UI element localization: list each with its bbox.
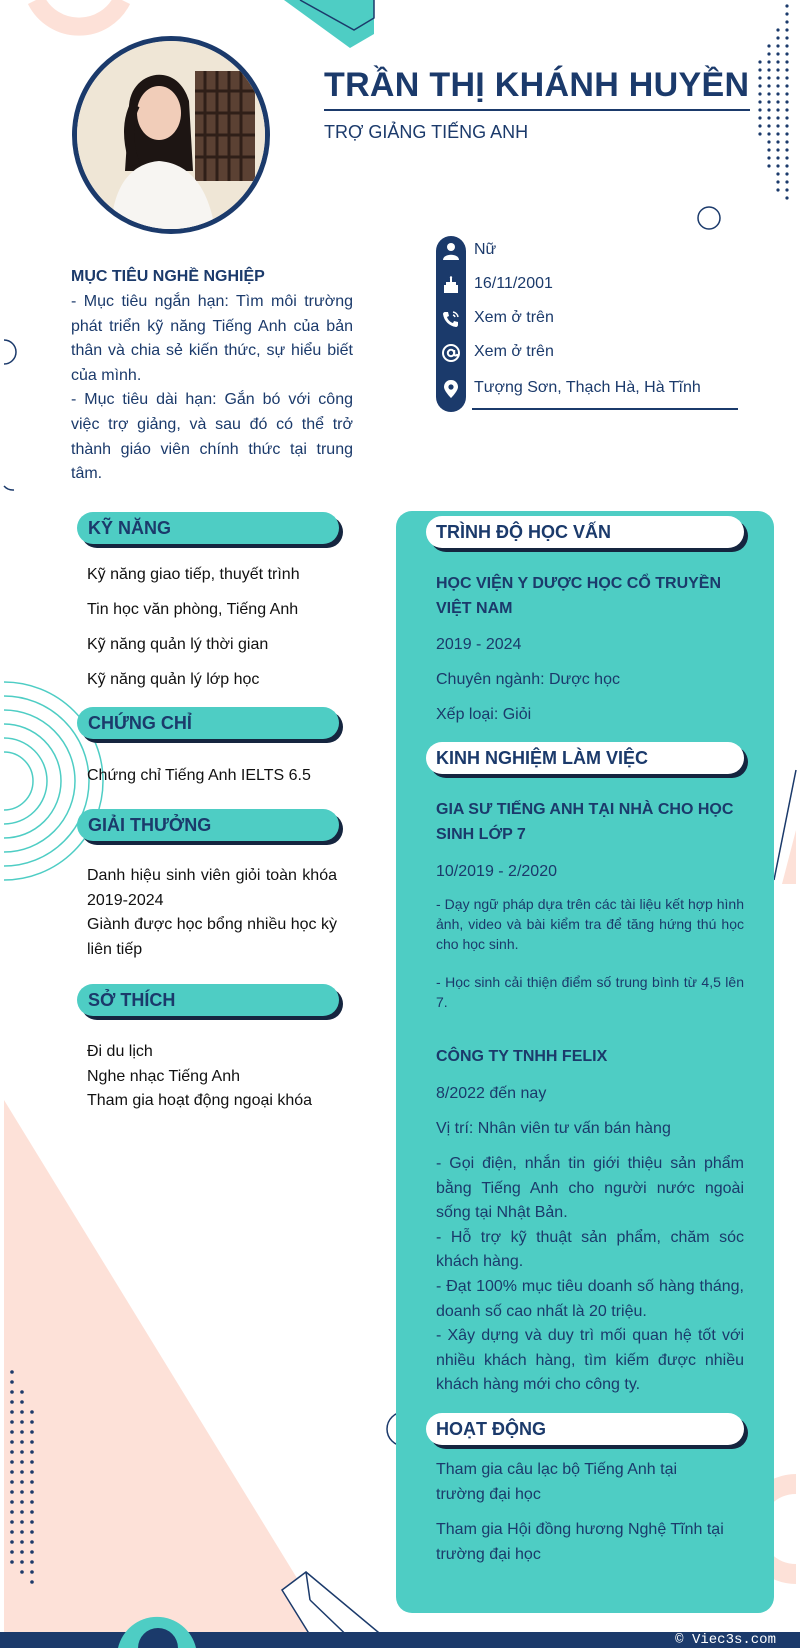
- objective-short-term: - Mục tiêu ngắn hạn: Tìm môi trường phát triển kỹ năng Tiếng Anh của bản thân và chia sẻ kiến thức, sự hiểu biết của mình.: [71, 293, 353, 384]
- education-header: TRÌNH ĐỘ HỌC VẤN: [426, 516, 744, 548]
- contact-email-text: Xem ở trên: [474, 343, 554, 360]
- small-circle-deco: [698, 207, 720, 229]
- skill-item: Kỹ năng giao tiếp, thuyết trình: [87, 566, 300, 583]
- education-major: Chuyên ngành: Dược học: [436, 671, 620, 688]
- birthday-cake-icon: [441, 275, 461, 295]
- contact-underline: [472, 408, 738, 410]
- hobby-item: Nghe nhạc Tiếng Anh: [87, 1067, 241, 1085]
- left-half-circle-1: [4, 340, 16, 364]
- education-period: 2019 - 2024: [436, 636, 522, 653]
- person-photo-icon: [77, 41, 265, 229]
- education-school: HỌC VIỆN Y DƯỢC HỌC CỔ TRUYỀN VIỆT NAM: [436, 575, 722, 617]
- hobby-item: Tham gia hoạt động ngoại khóa: [87, 1092, 313, 1110]
- skills-list: [87, 565, 300, 705]
- activities-header: HOẠT ĐỘNG: [426, 1413, 744, 1445]
- award-item: Danh hiệu sinh viên giỏi toàn khóa 2019-2024: [87, 867, 337, 909]
- skill-item: Kỹ năng quản lý thời gian: [87, 636, 269, 653]
- contact-address-text: Tượng Sơn, Thạch Hà, Hà Tĩnh: [474, 379, 701, 396]
- contact-address: [436, 374, 736, 404]
- job-2-title: CÔNG TY TNHH FELIX: [436, 1048, 608, 1065]
- contact-gender: [436, 236, 736, 266]
- skills-header: KỸ NĂNG: [77, 512, 339, 544]
- at-sign-icon: [441, 343, 461, 363]
- job-2-period: 8/2022 đến nay: [436, 1085, 547, 1102]
- objective-title: MỤC TIÊU NGHỀ NGHIỆP: [71, 268, 265, 285]
- contact-email: [436, 338, 736, 368]
- peach-stripes-right: [774, 770, 796, 884]
- job-1-period: 10/2019 - 2/2020: [436, 863, 557, 880]
- objective-long-term: - Mục tiêu dài hạn: Gắn bó với công việc trợ giảng, và sau đó có thể trở thành giáo viên chính thức tại trung tâm.: [71, 391, 353, 483]
- teal-prism-top: [284, 0, 374, 48]
- person-icon: [441, 241, 461, 261]
- job-1-detail: - Học sinh cải thiện điểm số trung bình từ 4,5 lên 7.: [436, 974, 744, 1010]
- skill-item: Tin học văn phòng, Tiếng Anh: [87, 601, 299, 618]
- job-2-details: [436, 1152, 744, 1398]
- contact-birthday: [436, 270, 736, 300]
- phone-icon: [441, 309, 461, 329]
- contact-phone-text: Xem ở trên: [474, 309, 554, 326]
- footer-watermark: © Viec3s.com: [675, 1632, 776, 1648]
- job-2-position: Vị trí: Nhân viên tư vấn bán hàng: [436, 1120, 671, 1137]
- award-item: Giành được học bổng nhiều học kỳ liên tiếp: [87, 916, 337, 958]
- experience-header: KINH NGHIỆM LÀM VIỆC: [426, 742, 744, 774]
- hobbies-header: SỞ THÍCH: [77, 984, 339, 1016]
- job-1-title: GIA SƯ TIẾNG ANH TẠI NHÀ CHO HỌC SINH LỚP 7: [436, 801, 734, 843]
- contact-phone: [436, 304, 736, 334]
- awards-list: [87, 864, 337, 962]
- education-grade: Xếp loại: Giỏi: [436, 706, 532, 723]
- contact-gender-text: Nữ: [474, 241, 497, 258]
- profile-photo: [72, 36, 270, 234]
- candidate-name: TRẦN THỊ KHÁNH HUYỀN: [324, 66, 750, 104]
- contact-birthday-text: 16/11/2001: [474, 275, 553, 292]
- job-2-detail: - Đạt 100% mục tiêu doanh số hàng tháng, doanh số cao nhất là 20 triệu.: [436, 1277, 744, 1320]
- job-title: TRỢ GIẢNG TIẾNG ANH: [324, 122, 529, 142]
- peach-arc-top: [36, 0, 122, 27]
- job-2-detail: - Xây dựng và duy trì mối quan hệ tốt với nhiều khách hàng, tìm kiếm được nhiều khách hàng mới cho công ty.: [436, 1327, 744, 1394]
- awards-header: GIẢI THƯỞNG: [77, 809, 339, 841]
- certificate-item: Chứng chỉ Tiếng Anh IELTS 6.5: [87, 767, 311, 784]
- activity-item: Tham gia câu lạc bộ Tiếng Anh tại trường đại học: [436, 1461, 678, 1503]
- hobby-item: Đi du lịch: [87, 1043, 153, 1060]
- job-2-detail: - Gọi điện, nhắn tin giới thiệu sản phẩm bằng Tiếng Anh cho người nước ngoài sống tại Nhật Bản.: [436, 1155, 744, 1222]
- job-1-detail: - Dạy ngữ pháp dựa trên các tài liệu kết hợp hình ảnh, video và bài kiểm tra để tăng hứng thú học cho học sinh.: [436, 896, 744, 952]
- name-underline: [324, 109, 750, 111]
- hobbies-list: [87, 1040, 312, 1114]
- dot-grid-top-right: [758, 4, 788, 199]
- peach-triangle: [4, 1100, 330, 1632]
- certificates-header: CHỨNG CHỈ: [77, 707, 339, 739]
- left-half-circle-2: [4, 486, 14, 490]
- location-pin-icon: [441, 379, 461, 399]
- objective-body: [71, 290, 353, 487]
- job-2-detail: - Hỗ trợ kỹ thuật sản phẩm, chăm sóc khách hàng.: [436, 1228, 744, 1271]
- skill-item: Kỹ năng quản lý lớp học: [87, 671, 260, 688]
- activity-item: Tham gia Hội đồng hương Nghệ Tĩnh tại trường đại học: [436, 1521, 724, 1563]
- certificates-list: [87, 766, 311, 801]
